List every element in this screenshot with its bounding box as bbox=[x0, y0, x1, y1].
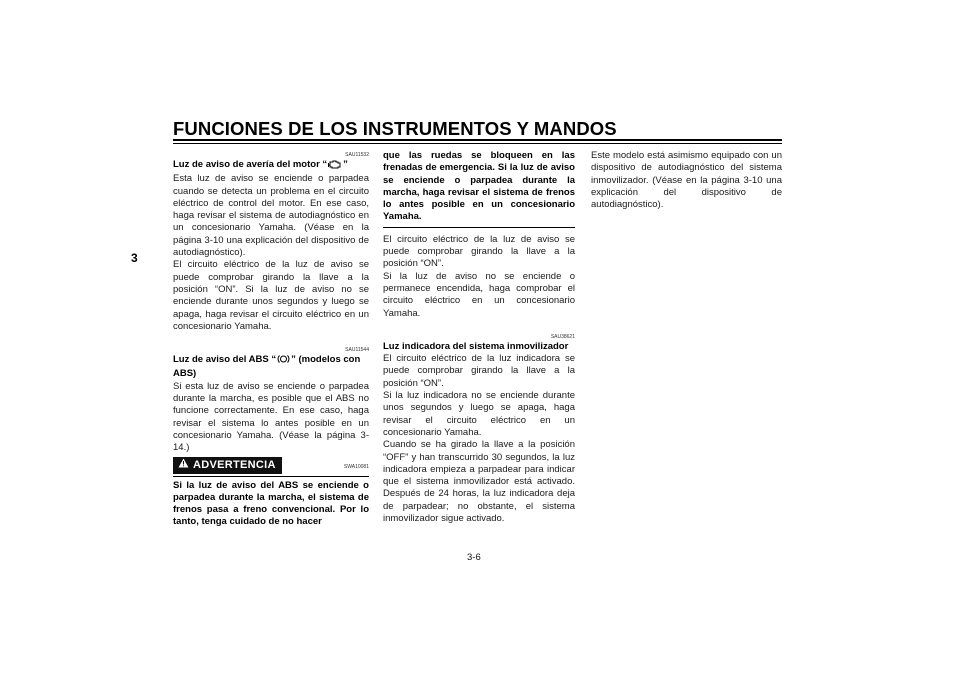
paragraph: Si esta luz de aviso se enciende o parpadea durante la marcha, es posible que el ABS no funcione correctamente. En ese caso, haga revisar el sistema lo antes posible en un concesionario Yamaha. (Véase la página 3-14.) bbox=[173, 380, 369, 454]
abs-icon bbox=[277, 354, 290, 368]
section-heading-engine-warning bbox=[173, 159, 369, 173]
warning-header bbox=[173, 457, 369, 474]
chapter-tab: 3 bbox=[131, 251, 138, 265]
engine-icon bbox=[328, 159, 342, 173]
paragraph: Si la luz indicadora no se enciende durante unos segundos y luego se apaga, haga revisar el circuito eléctrico en un concesionario Yamaha. bbox=[383, 390, 575, 438]
paragraph: Esta luz de aviso se enciende o parpadea cuando se detecta un problema en el circuito eléctrico de control del motor. En ese caso, haga revisar el sistema de autodiagnóstico en un concesionario Yamaha. (Véase en la página 3-10 una explicación del dispositivo de autodiagnóstico). bbox=[173, 173, 369, 259]
warning-code: SWA10081 bbox=[343, 464, 369, 471]
title-rule-thin bbox=[173, 143, 782, 144]
column-2 bbox=[383, 150, 575, 525]
heading-text: Luz de aviso de avería del motor “ bbox=[173, 159, 328, 170]
warning-badge bbox=[173, 457, 282, 474]
paragraph: Si la luz de aviso no se enciende o permanece encendida, haga comprobar el circuito eléctrico en un concesionario Yamaha. bbox=[383, 270, 575, 319]
warning-label: ADVERTENCIA bbox=[193, 458, 276, 471]
warning-end-rule bbox=[383, 227, 575, 228]
paragraph: Este modelo está asimismo equipado con un dispositivo de autodiagnóstico del sistema inmovilizador. (Véase en la página 3-10 una explicación del dispositivo de autodiagnóstico). bbox=[591, 150, 782, 211]
warning-rule bbox=[173, 476, 369, 477]
paragraph: El circuito eléctrico de la luz de aviso se puede comprobar girando la llave a la posición “ON”. Si la luz de aviso no se enciende durante unos segundos y luego se apaga, haga revisar el circuito eléctrico en un concesionario Yamaha. bbox=[173, 259, 369, 332]
warning-text: Si la luz de aviso del ABS se enciende o parpadea durante la marcha, el sistema de frenos pasa a freno convencional. Por lo tanto, tenga cuidado de no hacer bbox=[173, 479, 369, 528]
column-3 bbox=[591, 150, 782, 211]
warning-triangle-icon bbox=[178, 458, 189, 471]
column-1 bbox=[173, 150, 369, 529]
title-rule bbox=[173, 139, 782, 141]
heading-text-end: ” bbox=[343, 159, 348, 170]
paragraph: El circuito eléctrico de la luz indicadora se puede comprobar girando la llave a la posición “ON”. bbox=[383, 353, 575, 389]
heading-text: Luz de aviso del ABS “ bbox=[173, 354, 277, 366]
section-code: SAU11544 bbox=[345, 347, 369, 354]
section-code: SAU11532 bbox=[345, 152, 369, 158]
section-code: SAU38621 bbox=[550, 333, 575, 340]
warning-text-continued: que las ruedas se bloqueen en las frenadas de emergencia. Si la luz de aviso se enciende o parpadea durante la marcha, haga revisar el sistema de frenos lo antes posible en un concesionario Yamaha. bbox=[383, 150, 575, 223]
paragraph: Cuando se ha girado la llave a la posición “OFF” y han transcurrido 30 segundos, la luz indicadora empieza a parpadear para indicar que el sistema inmovilizador está activado. Después de 24 horas, la luz indicadora deja de parpadear; no obstante, el sistema inmovilizador sigue activado. bbox=[383, 439, 575, 525]
heading-text-end: ” (modelos con ABS) bbox=[173, 354, 361, 380]
page-number: 3-6 bbox=[467, 552, 481, 563]
section-heading-abs-warning bbox=[173, 354, 369, 381]
paragraph: El circuito eléctrico de la luz de aviso se puede comprobar girando la llave a la posición “ON”. bbox=[383, 233, 575, 270]
section-heading-immobilizer: Luz indicadora del sistema inmovilizador bbox=[383, 340, 569, 352]
page-title: FUNCIONES DE LOS INSTRUMENTOS Y MANDOS bbox=[173, 118, 617, 139]
